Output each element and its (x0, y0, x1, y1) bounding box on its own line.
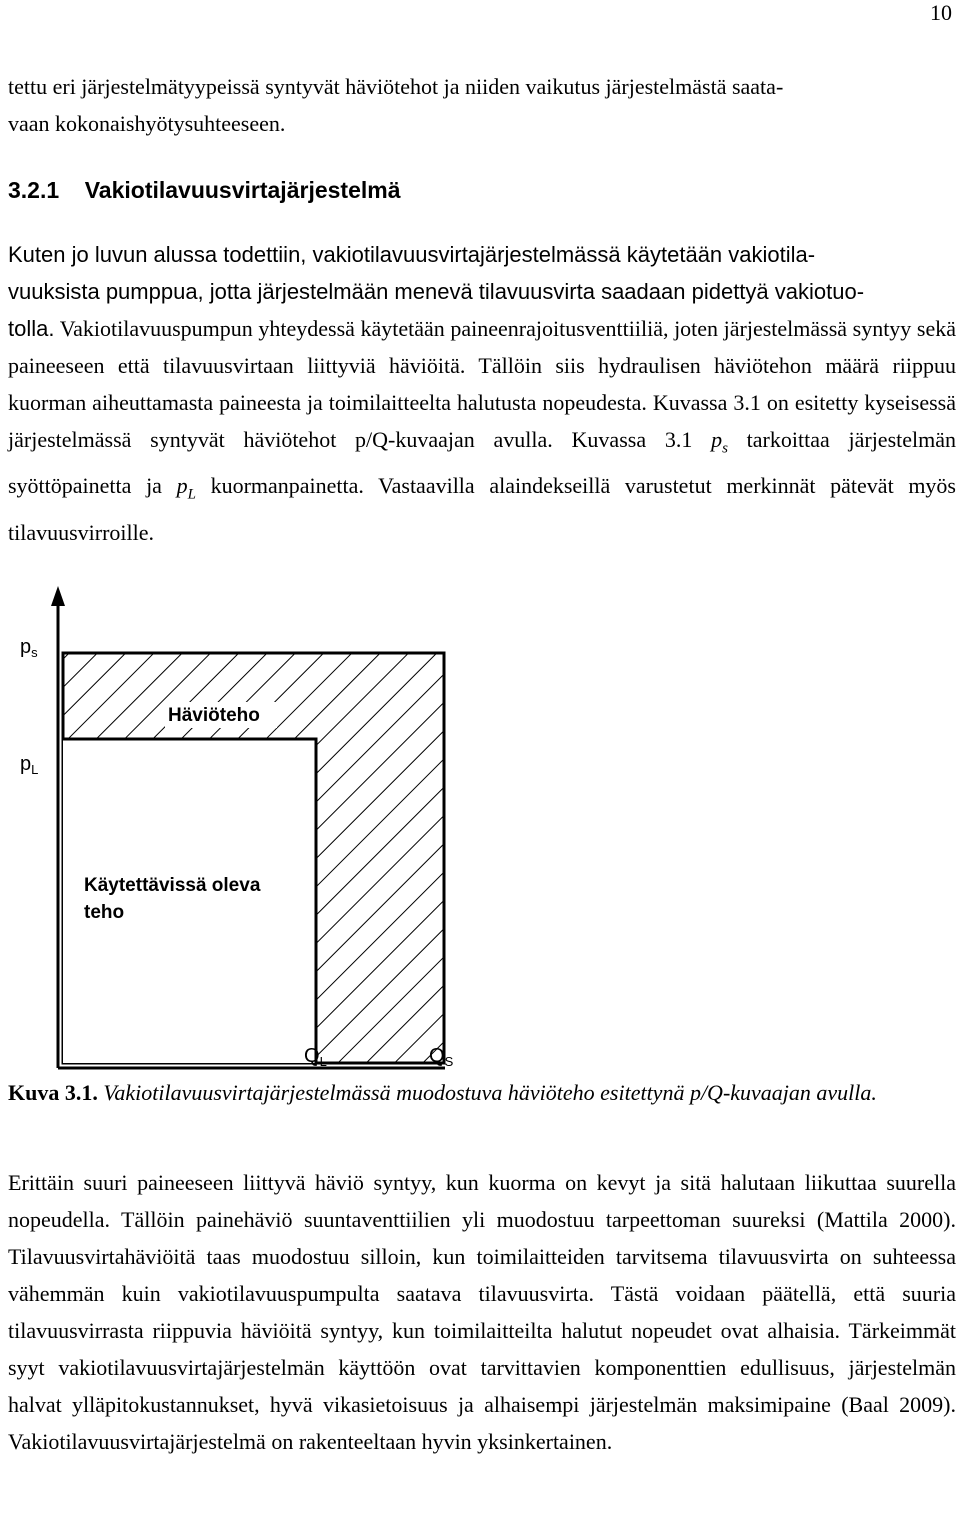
paragraph-1-line-1: Kuten jo luvun alussa todettiin, vakiotilavuusvirtajärjestelmässä käytetään vakiotila- (8, 242, 816, 267)
intro-line-2: vaan kokonaishyötysuhteeseen. (8, 111, 286, 136)
paragraph-1-mid: tarkoittaa järjestelmän syöttöpainetta ja (8, 427, 956, 499)
paragraph-1-body: Vakiotilavuuspumpun yhteydessä käytetään paineenrajoitusventtiiliä, joten järjestelmässä syntyy sekä paineeseen että tilavuusvirtaan liittyviä häviöitä. Tällöin siis hydraulisen häviötehon määrä riippuu kuorman aiheuttamasta paineesta ja toimilaitteelta halutusta nopeudesta. Kuvassa 3.1 on esitetty kyseisessä järjestelmässä syntyvät häviötehot p/Q-kuvaajan avulla. Kuvassa 3.1 (8, 316, 956, 452)
section-heading (8, 172, 401, 208)
loss-region-label: Häviöteho (168, 705, 260, 726)
paragraph-2: Erittäin suuri paineeseen liittyvä häviö syntyy, kun kuorma on kevyt ja sitä halutaan liikuttaa suurella nopeudella. Tällöin painehäviö suuntaventtiilien yli muodostuu tarpeettoman suureksi (Mattila 2000). Tilavuusvirtahäviöitä taas muodostuu silloin, kun toimilaitteiden tarvitsema tilavuusvirta on suhteessa vähemmän kuin vakiotilavuuspumpulta saatava tilavuusvirta. Tästä voidaan päätellä, että suuria tilavuusvirrasta riippuvia häviöitä syntyy, kun toimilaitteilta halutut nopeudet ovat alhaisia. Tärkeimmät syyt vakiotilavuusvirtajärjestelmän käyttöön ovat tarvittavien komponenttien edullisuus, järjestelmän halvat ylläpitokustannukset, hyvä vikasietoisuus ja alhaisempi järjestelmän maksimipaine (Baal 2009). Vakiotilavuusvirtajärjestelmä on rakenteeltaan hyvin yksinkertainen. (8, 1170, 956, 1454)
usable-power-region (63, 739, 316, 1063)
pl-symbol: $p_L$ (176, 473, 196, 503)
caption-label: Kuva 3.1. (8, 1080, 98, 1105)
ps-symbol: $p_s$ (711, 427, 728, 457)
page-number: 10 (930, 0, 952, 25)
caption-text: Vakiotilavuusvirtajärjestelmässä muodostuva häviöteho esitettynä p/Q-kuvaajan avulla. (103, 1080, 877, 1105)
x-label-qs: $Q_S$ (429, 1045, 454, 1069)
usable-region-label-line-2: teho (84, 902, 125, 923)
y-label-pl: $p_L$ (20, 753, 39, 777)
intro-paragraph (8, 68, 956, 142)
figure-caption (8, 1076, 956, 1110)
section-number: 3.2.1 (8, 177, 60, 203)
usable-region-label-line-1: Käytettävissä oleva (84, 875, 261, 896)
paragraph-1-line-3: tolla. (8, 316, 55, 341)
intro-line-1: tettu eri järjestelmätyypeissä syntyvät häviötehot ja niiden vaikutus järjestelmästä saata- (8, 74, 784, 99)
paragraph-1-end: kuormanpainetta. Vastaavilla alaindekseillä varustetut merkinnät pätevät myös tilavuusvirroille. (8, 473, 956, 545)
x-label-ql: $Q_L$ (304, 1045, 327, 1069)
paragraph-1 (8, 236, 956, 551)
section-title: Vakiotilavuusvirtajärjestelmä (84, 177, 401, 203)
paragraph-1-line-2: vuuksista pumppua, jotta järjestelmään menevä tilavuusvirta saadaan pidettyä vakiotuo- (8, 279, 865, 304)
y-axis-arrow-icon (51, 586, 65, 606)
pq-diagram (0, 580, 960, 1080)
pq-figure (0, 580, 960, 1080)
y-label-ps: $p_s$ (20, 636, 38, 660)
